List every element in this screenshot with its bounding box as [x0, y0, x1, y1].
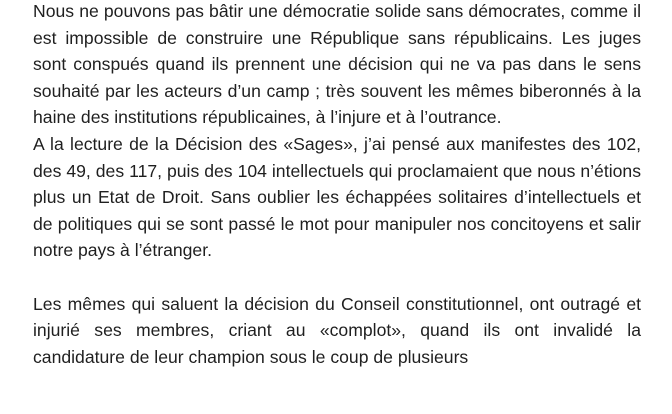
- paragraph-3: Les mêmes qui saluent la décision du Conseil constitutionnel, ont outragé et injurié ses membres, criant au «complot», quand ils ont invalidé la candidature de leur champion sous le coup de plusieurs: [33, 293, 641, 367]
- paragraph-1: Nous ne pouvons pas bâtir une démocratie solide sans démocrates, comme il est impossible de construire une République sans républicains. Les juges sont conspués quand ils prennent une décision qui ne va pas dans le sens souhaité par les acteurs d’un camp ; très souvent les mêmes biberonnés à la haine des institutions républicaines, à l’injure et à l’outrance.: [33, 1, 641, 128]
- paragraph-spacer: [33, 264, 641, 291]
- paragraph-2: A la lecture de la Décision des «Sages», j’ai pensé aux manifestes des 102, des 49, des 117, puis des 104 intellectuels qui proclamaient que nous n’étions plus un Etat de Droit. Sans oublier les échappées solitaires d’intellectuels et de politiques qui se sont passé le mot pour manipuler nos concitoyens et salir notre pays à l’étranger.: [33, 133, 641, 261]
- article-body: [33, 0, 641, 370]
